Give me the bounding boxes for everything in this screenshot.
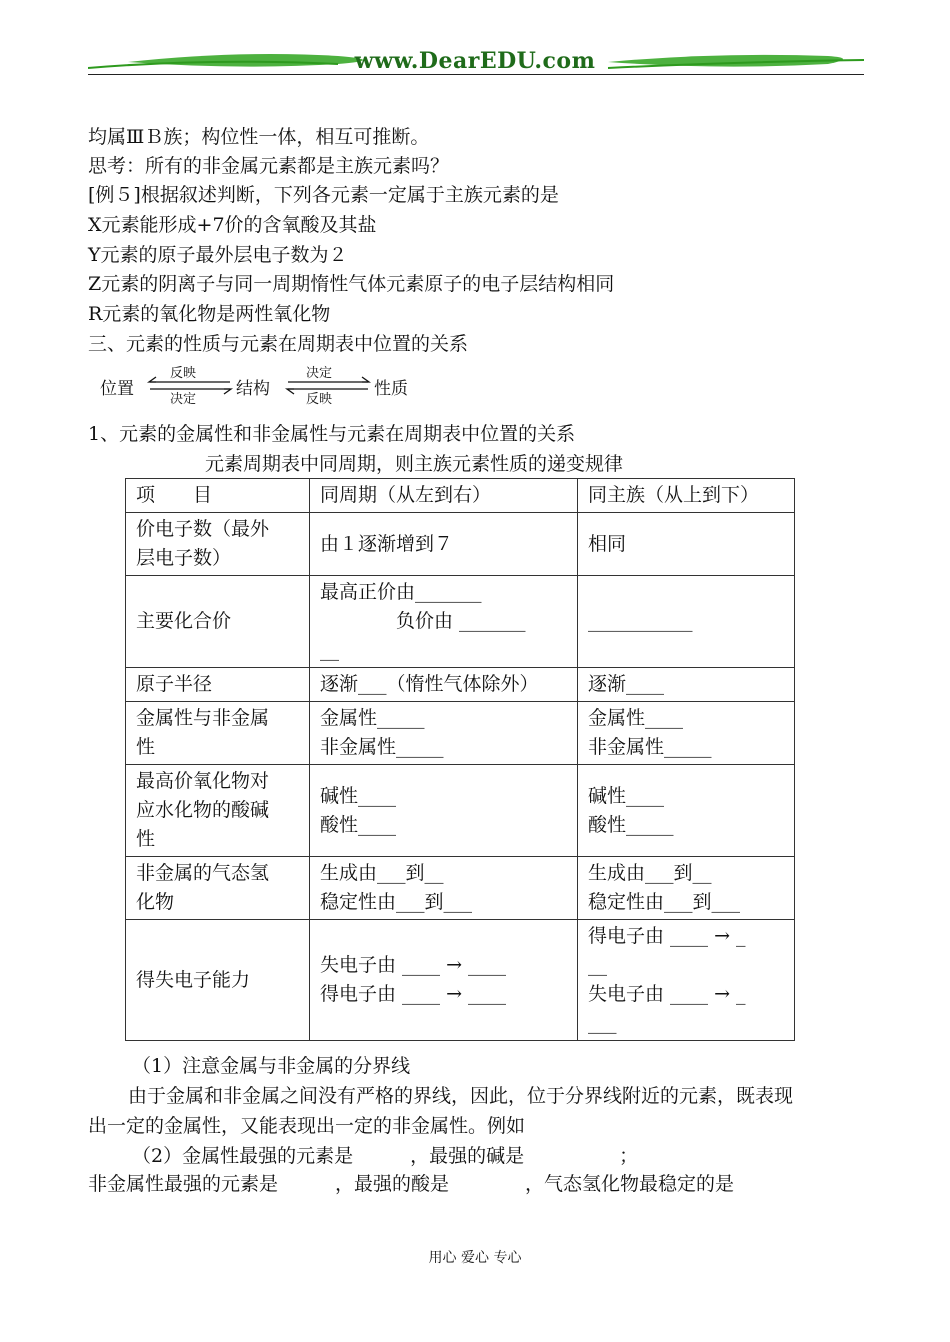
table-row <box>126 857 795 920</box>
diagram-reflect-label-2: 反映 <box>306 392 333 407</box>
row-item-cell <box>126 857 310 920</box>
cell-text: 应水化物的酸碱 <box>136 799 270 821</box>
row-period-cell <box>310 702 578 765</box>
row-period-cell <box>310 513 578 576</box>
cell-text: 酸性____ <box>320 813 397 836</box>
row-item-cell <box>126 765 310 857</box>
row-item-cell <box>126 513 310 576</box>
cell-text: 性 <box>136 736 156 758</box>
diagram-position: 位置 <box>100 379 134 399</box>
row-period-cell <box>310 857 578 920</box>
cell-text: 非金属性_____ <box>320 736 444 758</box>
row-period-cell <box>310 920 578 1041</box>
row-item-cell <box>126 668 310 702</box>
cell-text: 得失电子能力 <box>136 968 251 991</box>
section-heading: 三、元素的性质与元素在周期表中位置的关系 <box>88 333 469 355</box>
note1-body: 由于金属和非金属之间没有严格的界线，因此，位于分界线附近的元素，既表现 <box>128 1085 794 1107</box>
body-line: R元素的氧化物是两性氧化物 <box>88 303 331 325</box>
cell-text: 生成由___到__ <box>588 862 712 884</box>
cell-text: ___ <box>588 1012 617 1034</box>
row-item-cell <box>126 920 310 1041</box>
cell-text: 最高价氧化物对 <box>136 770 270 792</box>
row-group-cell <box>578 513 795 576</box>
body-line: 均属ⅢＢ族；构位性一体，相互可推断。 <box>88 126 430 148</box>
row-group-cell <box>578 920 795 1041</box>
body-line: 思考：所有的非金属元素都是主族元素吗？ <box>88 155 450 177</box>
cell-text: 失电子由 ____ → ____ <box>320 954 507 976</box>
table-header-cell: 项 目 <box>126 479 310 513</box>
cell-text: 金属性与非金属 <box>136 707 270 729</box>
cell-text: 相同 <box>588 532 627 555</box>
row-group-cell <box>578 668 795 702</box>
cell-text: ___________ <box>588 610 693 632</box>
cell-text: 非金属的气态氢 <box>136 862 270 884</box>
cell-text: 稳定性由___到___ <box>320 891 473 913</box>
row-group-cell <box>578 576 795 668</box>
table-row <box>126 702 795 765</box>
note1-body: 出一定的金属性，又能表现出一定的非金属性。例如 <box>88 1115 526 1137</box>
site-logo[interactable]: www.DearEDU.com <box>354 48 596 74</box>
cell-text: 失电子由 ____ → _ <box>588 983 746 1005</box>
row-item-cell <box>126 702 310 765</box>
cell-text: 价电子数（最外 <box>136 518 270 540</box>
cell-text: __ <box>588 954 607 976</box>
diagram-decide-label-2: 决定 <box>306 366 333 381</box>
property-table <box>125 478 795 1041</box>
row-period-cell <box>310 576 578 668</box>
page-footer: 用心 爱心 专心 <box>428 1250 522 1266</box>
row-period-cell <box>310 765 578 857</box>
double-arrow-icon <box>284 376 372 396</box>
note2-line: （2）金属性最强的元素是 ，最强的碱是 ； <box>132 1145 639 1167</box>
cell-text: 非金属性_____ <box>588 736 712 758</box>
cell-text: 酸性_____ <box>588 813 674 836</box>
table-header-cell: 同主族（从上到下） <box>578 479 795 513</box>
cell-text: 层电子数） <box>136 547 232 569</box>
table-caption: 元素周期表中同周期，则主族元素性质的递变规律 <box>205 453 624 475</box>
section1-title: 1、元素的金属性和非金属性与元素在周期表中位置的关系 <box>88 423 576 445</box>
cell-text: 逐渐___（惰性气体除外） <box>320 673 539 695</box>
table-row <box>126 576 795 668</box>
cell-text: 负价由 _______ <box>320 610 526 632</box>
cell-text: 得电子由 ____ → ____ <box>320 983 507 1005</box>
row-item-cell <box>126 576 310 668</box>
cell-text: 由１逐渐增到７ <box>320 532 454 555</box>
cell-text: 化物 <box>136 891 175 913</box>
diagram-property: 性质 <box>374 379 408 399</box>
cell-text: 金属性_____ <box>320 707 425 729</box>
body-line: Z元素的阴离子与同一周期惰性气体元素原子的电子层结构相同 <box>88 273 615 295</box>
relation-diagram <box>100 364 430 408</box>
table-row <box>126 513 795 576</box>
cell-text: 主要化合价 <box>136 610 232 632</box>
cell-text: 最高正价由_______ <box>320 581 482 603</box>
table-header-row <box>126 479 795 513</box>
diagram-reflect-label: 反映 <box>170 366 197 381</box>
diagram-structure: 结构 <box>236 379 270 399</box>
row-group-cell <box>578 765 795 857</box>
table-row <box>126 765 795 857</box>
cell-text: 碱性____ <box>588 784 665 807</box>
note2-line: 非金属性最强的元素是 ，最强的酸是 ，气态氢化物最稳定的是 <box>88 1173 735 1195</box>
table-header-cell: 同周期（从左到右） <box>310 479 578 513</box>
cell-text: 逐渐____ <box>588 673 665 695</box>
note1-title: （1）注意金属与非金属的分界线 <box>132 1055 411 1077</box>
cell-text: 金属性____ <box>588 707 684 729</box>
cell-text: 得电子由 ____ → _ <box>588 925 746 947</box>
body-line: X元素能形成+7价的含氧酸及其盐 <box>88 214 377 236</box>
cell-text: 生成由___到__ <box>320 862 444 884</box>
cell-text: __ <box>320 639 339 661</box>
row-group-cell <box>578 857 795 920</box>
table-row <box>126 668 795 702</box>
diagram-decide-label: 决定 <box>170 392 197 407</box>
cell-text: 碱性____ <box>320 784 397 807</box>
table-row <box>126 920 795 1041</box>
row-period-cell <box>310 668 578 702</box>
body-line: Y元素的原子最外层电子数为２ <box>88 244 348 266</box>
row-group-cell <box>578 702 795 765</box>
double-arrow-icon <box>146 376 234 396</box>
body-line: [例５]根据叙述判断，下列各元素一定属于主族元素的是 <box>88 184 559 206</box>
cell-text: 原子半径 <box>136 673 213 695</box>
header-divider <box>88 74 864 75</box>
cell-text: 稳定性由___到___ <box>588 891 741 913</box>
cell-text: 性 <box>136 828 156 850</box>
